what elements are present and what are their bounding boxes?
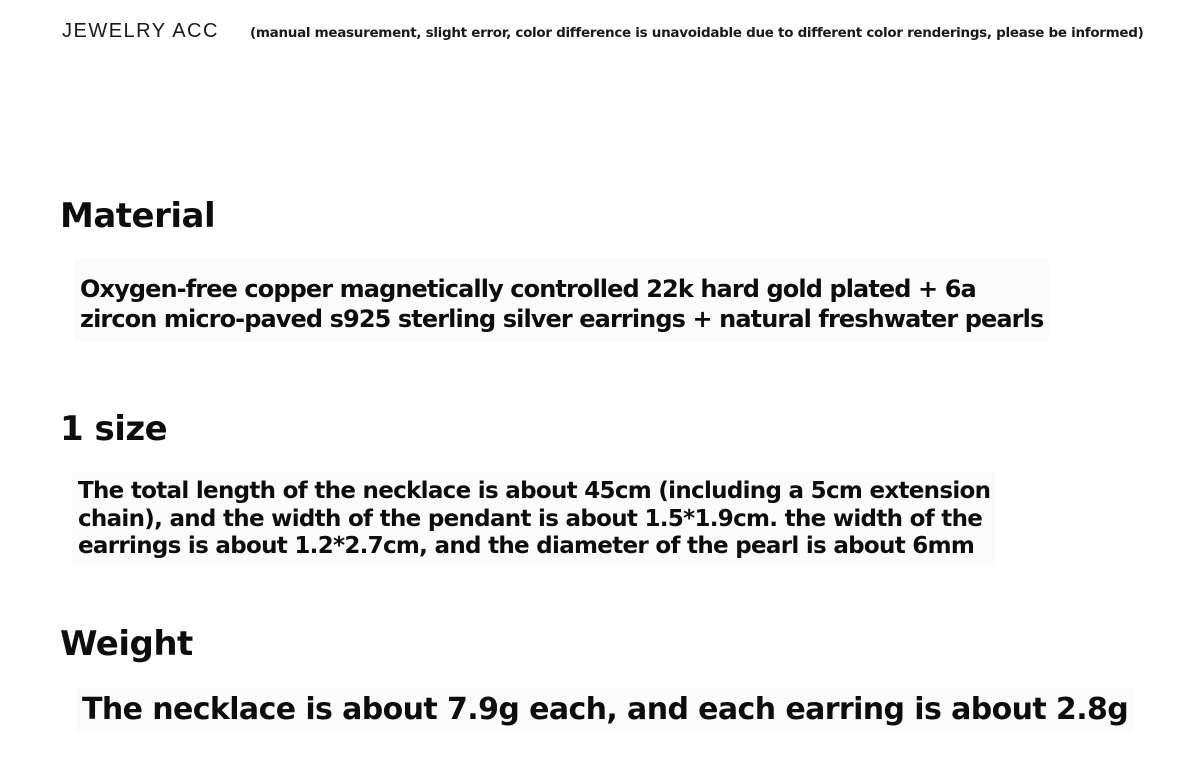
material-description — [74, 258, 1049, 342]
material-line: zircon micro-paved s925 sterling silver earrings + natural freshwater pearls — [80, 305, 1044, 333]
material-heading: Material — [60, 196, 216, 236]
size-line: earrings is about 1.2*2.7cm, and the diameter of the pearl is about 6mm — [78, 533, 975, 559]
size-description — [72, 472, 996, 567]
measurement-disclaimer: (manual measurement, slight error, color difference is unavoidable due to different color renderings, please be informed) — [250, 25, 1144, 41]
size-heading: 1 size — [60, 409, 168, 449]
size-line: The total length of the necklace is about 45cm (including a 5cm extension — [78, 478, 991, 504]
weight-description — [76, 688, 1134, 732]
weight-line: The necklace is about 7.9g each, and each earring is about 2.8g — [82, 692, 1129, 727]
size-line: chain), and the width of the pendant is about 1.5*1.9cm. the width of the — [78, 505, 983, 532]
brand-logo-text: JEWELRY ACC — [62, 20, 219, 42]
weight-heading: Weight — [60, 624, 193, 664]
material-line: Oxygen-free copper magnetically controlled 22k hard gold plated + 6a — [80, 275, 976, 303]
